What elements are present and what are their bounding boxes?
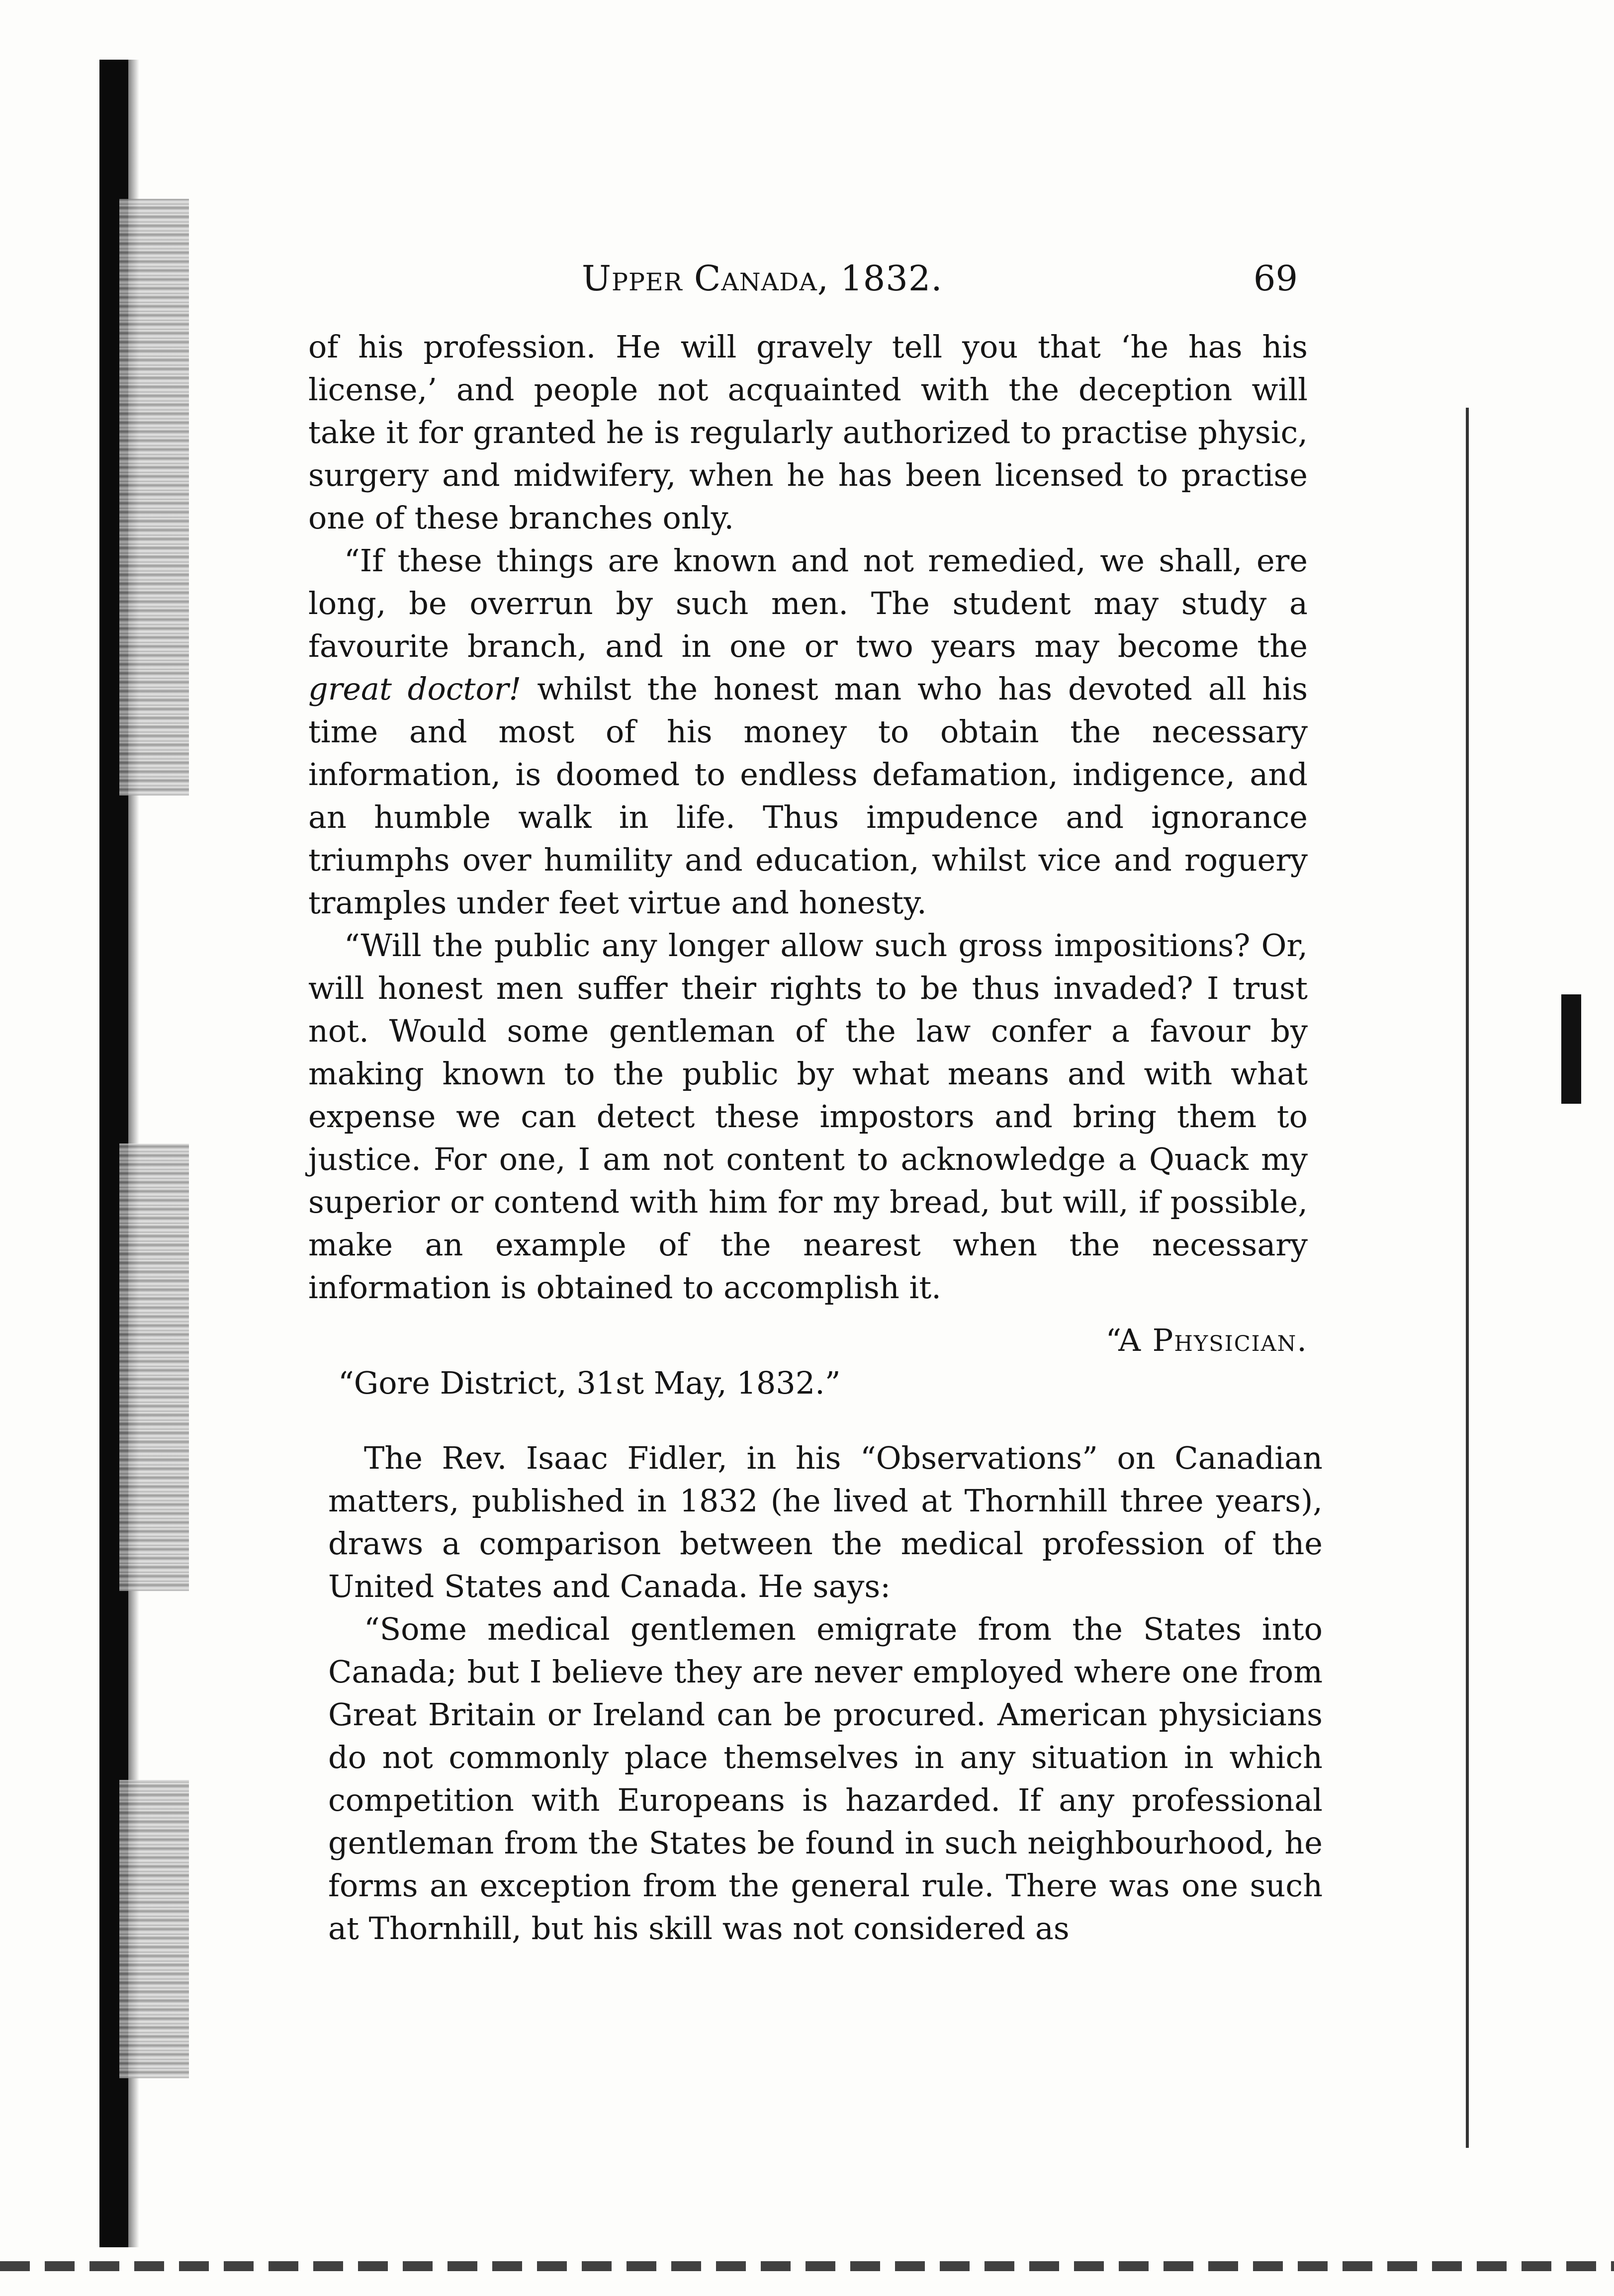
- great-doctor-emphasis: great doctor!: [308, 671, 522, 707]
- page-number: 69: [1253, 258, 1298, 299]
- paragraph-continuation: of his profession. He will gravely tell you that ‘he has his license,’ and people not acquainted with the deception will take it for granted he is regularly authorized to practise physic, surgery and midwifery, when he has been licensed to practise one of these branches only.: [308, 329, 1308, 536]
- scan-noise-middle: [119, 1144, 189, 1591]
- page-header: [582, 256, 1298, 301]
- paragraph-public-appeal: “Will the public any longer allow such gross impositions? Or, will honest men suffer their rights to be thus invaded? I trust not. Would some gentleman of the law confer a favour by making known to the public by what means and with what expense we can detect these impostors and bring them to justice. For one, I am not content to acknowledge a Quack my superior or contend with him for my bread, but will, if possible, make an example of the nearest when the necessary information is obtained to accomplish it.: [308, 927, 1308, 1306]
- letter-dateline: “Gore District, 31st May, 1832.”: [338, 1365, 841, 1401]
- paragraph-quack-warning-text: “If these things are known and not remedied, we shall, ere long, be overrun by such men. The student may study a favourite branch, and in one or two years may become the: [308, 542, 1308, 664]
- page-edge-line: [1466, 408, 1469, 2148]
- paragraph-fidler-quote: “Some medical gentlemen emigrate from the States into Canada; but I believe they are never employed where one from Great Britain or Ireland can be procured. American physicians do not commonly place themselves in any situation in which competition with Europeans is hazarded. If any professional gentleman from the States be found in such neighbourhood, he forms an exception from the general rule. There was one such at Thornhill, but his skill was not considered as: [328, 1611, 1323, 1946]
- running-head: Upper Canada, 1832.: [582, 258, 943, 299]
- bottom-scan-border: [0, 2261, 1614, 2271]
- scan-noise-bottom: [119, 1780, 189, 2078]
- scan-noise-top: [119, 199, 189, 795]
- letter-signature: “A Physician.: [1105, 1322, 1308, 1358]
- fidler-section: [328, 1437, 1323, 1950]
- paragraph-quack-warning-tail: whilst the honest man who has devoted all his time and most of his money to obtain the necessary information, is doomed to endless defamation, indigence, and an humble walk in life. Thus impudence and ignorance triumphs over humility and education, whilst vice and roguery tramples under feet virtue and honesty.: [308, 671, 1308, 921]
- paragraph-quack-warning: [308, 539, 1308, 924]
- paragraph-fidler-intro: The Rev. Isaac Fidler, in his “Observations” on Canadian matters, published in 1832 (he lived at Thornhill three years), draws a comparison between the medical profession of the United States and Canada. He says:: [328, 1440, 1323, 1604]
- main-text: [308, 326, 1308, 1474]
- page-edge-mark: [1561, 994, 1581, 1104]
